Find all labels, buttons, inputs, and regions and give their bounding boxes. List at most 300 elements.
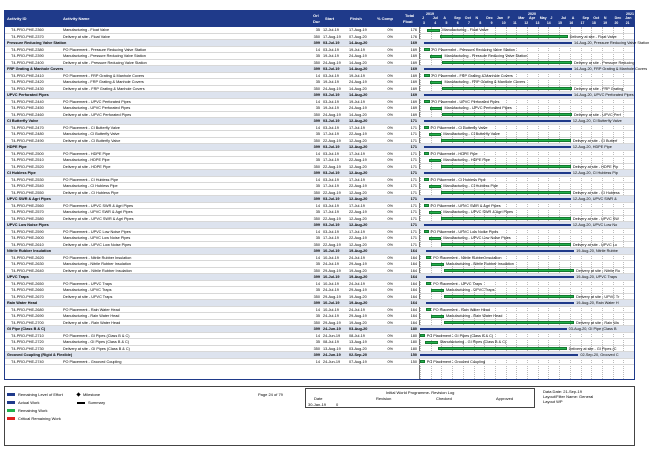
activity-name: PO Placement - CI Butterfly Valve: [63, 125, 120, 130]
activity-id: T4-PRO-PHE-2390: [11, 54, 44, 58]
summary-icon: [77, 402, 85, 404]
bar-label: PO Placement - HDPE Pipe: [430, 151, 478, 156]
start-date: 24-Jul-19: [323, 314, 339, 318]
start-date: 17-Jul-19: [323, 132, 339, 136]
month-label: Dec: [614, 16, 622, 20]
activity-id: T4-PRO-PHE-2580: [11, 216, 44, 221]
orig-duration: 35: [315, 288, 320, 292]
legend-swatch: [7, 401, 15, 404]
pct-complete: 0%: [387, 99, 393, 104]
start-date: 22-Aug-19: [323, 164, 341, 169]
total-float: 164: [410, 255, 417, 260]
activity-id: T4-PRO-PHE-2450: [11, 106, 44, 110]
activity-name: PO Placement - Nitrile Rubber Insulation: [63, 255, 132, 260]
orig-duration: 14: [315, 333, 320, 338]
activity-bar[interactable]: [424, 100, 429, 103]
start-date: 24-Jun-19: [323, 353, 341, 357]
page-number: Page 24 of 79: [258, 392, 283, 397]
start-date: 03-Jul-19: [323, 223, 340, 227]
activity-id: T4-PRO-PHE-2620: [11, 255, 44, 260]
activity-bar[interactable]: [441, 217, 570, 220]
bar-label: PO Placement - CI Hubless Pipe: [430, 177, 486, 182]
activity-name: Manufacturing - FRP Grating & Manhole Covers: [63, 80, 144, 84]
col-pct-complete[interactable]: % Comp: [377, 16, 393, 21]
finish-date: 22-Aug-19: [349, 132, 367, 136]
orig-duration: 350: [313, 190, 320, 195]
summary-bar[interactable]: [424, 68, 572, 70]
finish-date: 22-Aug-19: [349, 158, 367, 162]
start-date: 03-Jul-19: [323, 171, 340, 175]
total-float: 176: [410, 28, 417, 32]
milestone-icon: [76, 392, 80, 396]
bar-label: Manufacturing - CI Butterfly Valve: [443, 132, 500, 136]
pct-complete: 0%: [387, 242, 393, 247]
total-float: 171: [410, 177, 417, 182]
activity-bar[interactable]: [424, 152, 428, 155]
start-date: 10-Jul-19: [323, 281, 339, 286]
activity-name: PO Placement - FRP Grating & Manhole Covers: [63, 73, 145, 78]
total-float: 171: [410, 145, 417, 149]
activity-id: T4-PRO-PHE-2530: [11, 177, 44, 182]
legend-label: Actual Work: [18, 400, 40, 405]
finish-date: 12-Aug-20: [349, 223, 368, 227]
orig-duration: 399: [313, 353, 320, 357]
activity-bar[interactable]: [426, 282, 431, 285]
start-date: 10-Jul-19: [323, 301, 340, 305]
activity-bar[interactable]: [424, 74, 429, 77]
finish-date: 19-Jul-19: [349, 47, 365, 52]
pct-complete: 0%: [387, 125, 393, 130]
start-date: 17-Jul-19: [323, 184, 339, 188]
activity-bar[interactable]: [442, 87, 571, 90]
col-orig-dur-2[interactable]: Dur: [313, 19, 320, 24]
bar-label: 14-Aug-20, Pressure Reducing Valve Station: [573, 41, 649, 45]
activity-name: PO Placement - Grooved Coupling: [63, 359, 122, 364]
column-header: [5, 11, 634, 27]
finish-date: 12-Aug-20: [349, 197, 368, 201]
total-float: 164: [410, 301, 417, 305]
activity-name: Manufacturing - UPVC Traps: [63, 288, 112, 292]
orig-duration: 399: [313, 93, 320, 97]
finish-date: 24-Jul-19: [349, 281, 365, 286]
activity-name: Manufacturing - GI Pipes (Class B & C): [63, 340, 130, 344]
orig-duration: 35: [315, 236, 320, 240]
pct-complete: 0%: [387, 229, 393, 234]
week-label: 4: [434, 21, 437, 25]
wbs-name: Grooved Coupling (Rigid & Flexible): [7, 353, 73, 357]
activity-id: T4-PRO-PHE-2460: [11, 112, 44, 117]
bar-label: Delivery at site - UPVC Lo: [572, 242, 617, 247]
start-date: 03-Jul-19: [323, 73, 339, 78]
pct-complete: 0%: [387, 47, 393, 52]
total-float: 171: [410, 119, 417, 123]
month-label: Mar: [518, 16, 525, 20]
finish-date: 02-Sep-20: [349, 353, 367, 357]
activity-name: Delivery at site - UPVC Low Noise Pipes: [63, 242, 132, 247]
activity-bar[interactable]: [441, 139, 570, 142]
week-label: 7: [468, 21, 470, 25]
month-label: F: [507, 16, 510, 20]
legend-label: Remaining Level of Effort: [18, 392, 63, 397]
activity-bar[interactable]: [442, 61, 571, 64]
activity-bar[interactable]: [424, 230, 428, 233]
finish-date: 12-Aug-20: [349, 164, 367, 169]
activity-id: T4-PRO-PHE-2360: [11, 28, 44, 32]
activity-name: Manufacturing - HDPE Pipe: [63, 158, 110, 162]
orig-duration: 350: [313, 268, 320, 273]
finish-date: 19-Aug-20: [349, 294, 367, 299]
start-date: 03-Jul-19: [323, 145, 340, 149]
total-float: 164: [410, 320, 417, 325]
start-date: 17-Jul-19: [323, 210, 339, 214]
pct-complete: 0%: [387, 255, 393, 260]
activity-name: PO Placement - UPVC Low Noise Pipes: [63, 229, 131, 234]
activity-id: T4-PRO-PHE-2600: [11, 236, 44, 240]
month-label: May: [539, 16, 547, 20]
legend-item: [7, 416, 61, 421]
total-float: 164: [410, 268, 417, 273]
week-label: 18: [591, 21, 596, 25]
activity-bar[interactable]: [424, 204, 428, 207]
bar-label: PO Placement - UPVC Low Noise Pipes: [430, 229, 499, 234]
finish-date: 19-Aug-20: [349, 249, 368, 253]
bar-label: Delivery at site - UPVC SW: [572, 216, 619, 221]
week-label: 10: [501, 21, 506, 25]
activity-name: PO Placement - Rain Water Head: [63, 307, 120, 312]
start-date: 24-Aug-19: [323, 60, 341, 65]
orig-duration: 35: [315, 106, 320, 110]
month-label: A: [571, 16, 575, 20]
activity-bar[interactable]: [442, 113, 571, 116]
orig-duration: 350: [313, 112, 320, 117]
total-float: 169: [410, 86, 417, 91]
pct-complete: 0%: [387, 210, 393, 214]
activity-name: Delivery at site - UPVC Traps: [63, 294, 113, 299]
activity-id: T4-PRO-PHE-2670: [11, 294, 44, 299]
finish-date: 12-Aug-20: [349, 216, 367, 221]
summary-bar[interactable]: [424, 42, 572, 44]
activity-id: T4-PRO-PHE-2720: [11, 340, 44, 344]
orig-duration: 14: [315, 359, 320, 364]
activity-bar[interactable]: [441, 191, 570, 194]
bar-label: Manufacturing - HDPE Pipe: [443, 158, 491, 162]
orig-duration: 399: [313, 275, 320, 279]
summary-bar[interactable]: [420, 328, 567, 330]
pct-complete: 0%: [387, 34, 393, 39]
activity-name: PO Placement - Pressure Reducing Valve Station: [63, 47, 147, 52]
bar-label: 19-Aug-20, UPVC Traps: [576, 275, 618, 279]
activity-id: T4-PRO-PHE-2480: [11, 132, 44, 136]
total-float: 169: [410, 60, 417, 65]
pct-complete: 0%: [387, 359, 393, 364]
activity-id: T4-PRO-PHE-2400: [11, 60, 44, 65]
summary-bar[interactable]: [424, 146, 571, 148]
col-activity-id[interactable]: Activity ID: [7, 16, 27, 21]
month-label: Oct: [464, 16, 471, 20]
activity-bar[interactable]: [441, 165, 570, 168]
orig-duration: 35: [315, 340, 320, 344]
activity-bar[interactable]: [429, 185, 442, 188]
year-label: 2019: [426, 12, 434, 16]
month-label: Dec: [486, 16, 493, 20]
finish-date: 19-Aug-20: [349, 301, 368, 305]
col-orig-dur[interactable]: Orl: [313, 13, 319, 18]
milestone-label: Milestone: [83, 392, 101, 397]
start-date: 03-Jul-19: [323, 125, 339, 130]
orig-duration: 35: [315, 262, 320, 266]
activity-id: T4-PRO-PHE-2470: [11, 125, 44, 130]
pct-complete: 0%: [387, 268, 393, 273]
orig-duration: 35: [315, 210, 320, 214]
week-label: 6: [456, 21, 459, 25]
activity-id: T4-PRO-PHE-2730: [11, 346, 44, 351]
timescale-weeks: [420, 21, 634, 26]
week-label: 3: [423, 21, 425, 25]
start-date: 10-Jul-19: [323, 255, 339, 260]
activity-bar[interactable]: [440, 35, 567, 38]
bar-label: Delivery at site - Rain Wa: [576, 320, 619, 325]
legend-swatch: [7, 409, 15, 412]
activity-bar[interactable]: [441, 243, 570, 246]
total-float: 171: [410, 138, 417, 143]
activity-bar[interactable]: [438, 347, 566, 350]
bar-label: Delivery at site - Nitrile Ru: [576, 268, 620, 273]
col-finish[interactable]: Finish: [350, 16, 362, 21]
rev-header-approved: Approved: [496, 396, 514, 401]
bar-label: Manufacturing - Nitrile Rubber Insulation: [445, 262, 514, 266]
activity-id: T4-PRO-PHE-2740: [11, 359, 44, 364]
summary-bar[interactable]: [426, 276, 574, 278]
activity-bar[interactable]: [426, 308, 431, 311]
start-date: 24-Aug-19: [323, 86, 341, 91]
activity-bar[interactable]: [431, 289, 444, 292]
finish-date: 22-Aug-19: [349, 210, 367, 214]
activity-bar[interactable]: [429, 237, 442, 240]
orig-duration: 35: [315, 158, 320, 162]
activity-id: T4-PRO-PHE-2490: [11, 138, 44, 143]
total-float: 171: [410, 125, 417, 130]
finish-date: 17-Jul-19: [349, 203, 365, 208]
finish-date: 12-Aug-20: [349, 190, 367, 195]
col-total-float-2[interactable]: Float: [403, 19, 413, 24]
activity-bar[interactable]: [424, 48, 429, 51]
legend-label: Critical Remaining Work: [18, 416, 61, 421]
summary-bar[interactable]: [420, 354, 578, 356]
col-activity-name[interactable]: Activity Name: [63, 16, 90, 21]
bar-label: PO Placement - UPVC Traps: [433, 281, 483, 286]
start-date: 17-Aug-19: [323, 34, 341, 39]
bar-label: 14-Aug-20, FRP Grating & Manhole Covers: [573, 67, 648, 71]
activity-name: Delivery at site - HDPE Pipe: [63, 164, 111, 169]
activity-name: Manufacturing - Float Valve: [63, 28, 110, 32]
start-date: 10-Jul-19: [323, 307, 339, 312]
month-label: Sep: [582, 16, 590, 20]
pct-complete: 0%: [387, 73, 393, 78]
legend-label: Remaining Work: [18, 408, 48, 413]
start-date: 03-Jul-19: [323, 41, 340, 45]
bar-label: PO Placement - FRP Grating & Manhole Covers: [431, 73, 513, 78]
activity-bar[interactable]: [429, 133, 442, 136]
total-float: 164: [410, 281, 417, 286]
finish-date: 19-Aug-20: [349, 268, 367, 273]
bar-label: Manufacturing - Rain Water Head: [445, 314, 503, 318]
gantt-sheet: [4, 10, 649, 380]
rev-date: 30-Jan-19: [308, 402, 327, 407]
start-date: 03-Jul-19: [323, 99, 339, 104]
activity-bar[interactable]: [431, 263, 444, 266]
layout-info: [543, 389, 593, 404]
activity-name: Manufacturing - Rain Water Head: [63, 314, 120, 318]
legend-milestone: [77, 392, 100, 397]
bar-label: Manufacturing - UPVC Low Noise Pipes: [443, 236, 511, 240]
start-date: 24-Jun-19: [323, 327, 341, 331]
legend-summary: [77, 400, 105, 405]
finish-date: 03-Aug-20: [349, 346, 367, 351]
bar-label: 12-Aug-20, HDPE Pipe: [572, 145, 612, 149]
total-float: 171: [410, 132, 417, 136]
activity-name: Manufacturing - UPVC SWR & Agri Pipes: [63, 210, 133, 214]
wbs-name: Rain Water Head: [7, 301, 38, 305]
pct-complete: 0%: [387, 281, 393, 286]
start-date: 22-Aug-19: [323, 190, 341, 195]
finish-date: 22-Aug-19: [349, 184, 367, 188]
orig-duration: 399: [313, 223, 320, 227]
finish-date: 22-Aug-19: [349, 236, 367, 240]
week-label: 5: [445, 21, 448, 25]
finish-date: 24-Aug-19: [349, 106, 367, 110]
pct-complete: 0%: [387, 80, 393, 84]
activity-name: Delivery at site - Float Valve: [63, 34, 110, 39]
activity-bar[interactable]: [444, 321, 574, 324]
wbs-name: Pressure Reducing Valve Station: [7, 41, 67, 45]
legend-item: [7, 400, 40, 405]
activity-bar[interactable]: [425, 341, 438, 344]
summary-bar[interactable]: [424, 120, 571, 122]
total-float: 169: [410, 80, 417, 84]
bar-label: PO Placement - Nitrile Rubber Insulation: [433, 255, 502, 260]
week-label: 16: [569, 21, 574, 25]
total-float: 169: [410, 99, 417, 104]
activity-bar[interactable]: [431, 315, 444, 318]
activity-name: Delivery at site - CI Hubless Pipe: [63, 190, 119, 195]
activity-id: T4-PRO-PHE-2690: [11, 314, 44, 318]
activity-bar[interactable]: [424, 126, 428, 129]
activity-name: Manufacturing - Nitrile Rubber Insulation: [63, 262, 131, 266]
bar-label: Delivery at site - FRP Grating: [573, 86, 624, 91]
bar-label: 12-Aug-20, CI Butterfly Valve: [572, 119, 622, 123]
orig-duration: 14: [315, 307, 320, 312]
activity-bar[interactable]: [430, 81, 443, 84]
bar-label: Manufacturing - Pressure Reducing Valve Station: [444, 54, 528, 58]
total-float: 169: [410, 73, 417, 78]
bar-label: PO Placement - GI Pipes (Class B & C): [426, 333, 494, 338]
orig-duration: 399: [313, 249, 320, 253]
activity-bar[interactable]: [429, 159, 442, 162]
summary-bar[interactable]: [426, 250, 574, 252]
activity-row[interactable]: [5, 359, 634, 366]
activity-bar[interactable]: [420, 334, 425, 337]
finish-date: 19-Jul-19: [349, 73, 365, 78]
total-float: 164: [410, 307, 417, 312]
activity-id: T4-PRO-PHE-2560: [11, 203, 44, 208]
finish-date: 14-Aug-20: [349, 60, 367, 65]
total-float: 150: [410, 353, 417, 357]
summary-bar[interactable]: [424, 94, 572, 96]
orig-duration: 14: [315, 47, 320, 52]
orig-duration: 35: [315, 28, 320, 32]
orig-duration: 14: [315, 99, 320, 104]
summary-bar[interactable]: [424, 172, 571, 174]
summary-label: Summary: [88, 400, 106, 405]
total-float: 171: [410, 158, 417, 162]
start-date: 22-Aug-19: [323, 138, 341, 143]
data-date: Data Date: 21-Sep-19: [543, 389, 582, 394]
finish-date: 19-Jul-19: [349, 99, 365, 104]
bar-label: 12-Aug-20, UPVC SWR &: [572, 197, 617, 201]
rev-header-revision: Revision: [376, 396, 392, 401]
activity-bar[interactable]: [429, 211, 442, 214]
pct-complete: 0%: [387, 184, 393, 188]
pct-complete: 0%: [387, 158, 393, 162]
bar-label: Manufacturing - FRP Grating & Manhole Covers: [444, 80, 526, 84]
month-label: Jul: [432, 16, 438, 20]
activity-id: T4-PRO-PHE-2510: [11, 158, 44, 162]
summary-bar[interactable]: [424, 198, 571, 200]
bar-label: Delivery at site - UPVC Perf: [573, 112, 621, 117]
orig-duration: 399: [313, 41, 320, 45]
activity-bar[interactable]: [426, 256, 431, 259]
start-date: 29-Aug-19: [323, 320, 341, 325]
pct-complete: 0%: [387, 132, 393, 136]
total-float: 180: [410, 340, 417, 344]
col-start[interactable]: Start: [325, 16, 335, 21]
finish-date: 12-Aug-20: [349, 138, 367, 143]
total-float: 164: [410, 275, 417, 279]
activity-id: T4-PRO-PHE-2570: [11, 210, 44, 214]
activity-bar[interactable]: [444, 295, 574, 298]
summary-bar[interactable]: [424, 224, 571, 226]
activity-bar[interactable]: [427, 29, 440, 32]
activity-id: T4-PRO-PHE-2370: [11, 34, 44, 39]
activity-name: PO Placement - UPVC SWR & Agri Pipes: [63, 203, 134, 208]
finish-date: 17-Jul-19: [349, 151, 365, 156]
activity-bar[interactable]: [424, 178, 428, 181]
total-float: 171: [410, 151, 417, 156]
finish-date: 24-Jul-19: [349, 307, 365, 312]
summary-bar[interactable]: [426, 302, 574, 304]
pct-complete: 0%: [387, 106, 393, 110]
col-total-float[interactable]: Total: [405, 13, 415, 18]
pct-complete: 0%: [387, 340, 393, 344]
month-label: Jan: [496, 16, 504, 20]
orig-duration: 350: [313, 320, 320, 325]
start-date: 13-Aug-19: [323, 346, 341, 351]
activity-bar[interactable]: [444, 269, 574, 272]
start-date: 03-Jul-19: [323, 47, 339, 52]
start-date: 03-Jul-19: [323, 67, 340, 71]
orig-duration: 350: [313, 138, 320, 143]
activity-bar[interactable]: [430, 55, 443, 58]
pct-complete: 0%: [387, 307, 393, 312]
total-float: 164: [410, 262, 417, 266]
total-float: 180: [410, 346, 417, 351]
bar-label: Manufacturing - UPVC SWR & Agri Pipes: [443, 210, 514, 214]
activity-id: T4-PRO-PHE-2590: [11, 229, 44, 234]
total-float: 169: [410, 112, 417, 117]
activity-bar[interactable]: [430, 107, 443, 110]
activity-bar[interactable]: [420, 360, 425, 363]
finish-date: 14-Aug-20: [349, 41, 368, 45]
